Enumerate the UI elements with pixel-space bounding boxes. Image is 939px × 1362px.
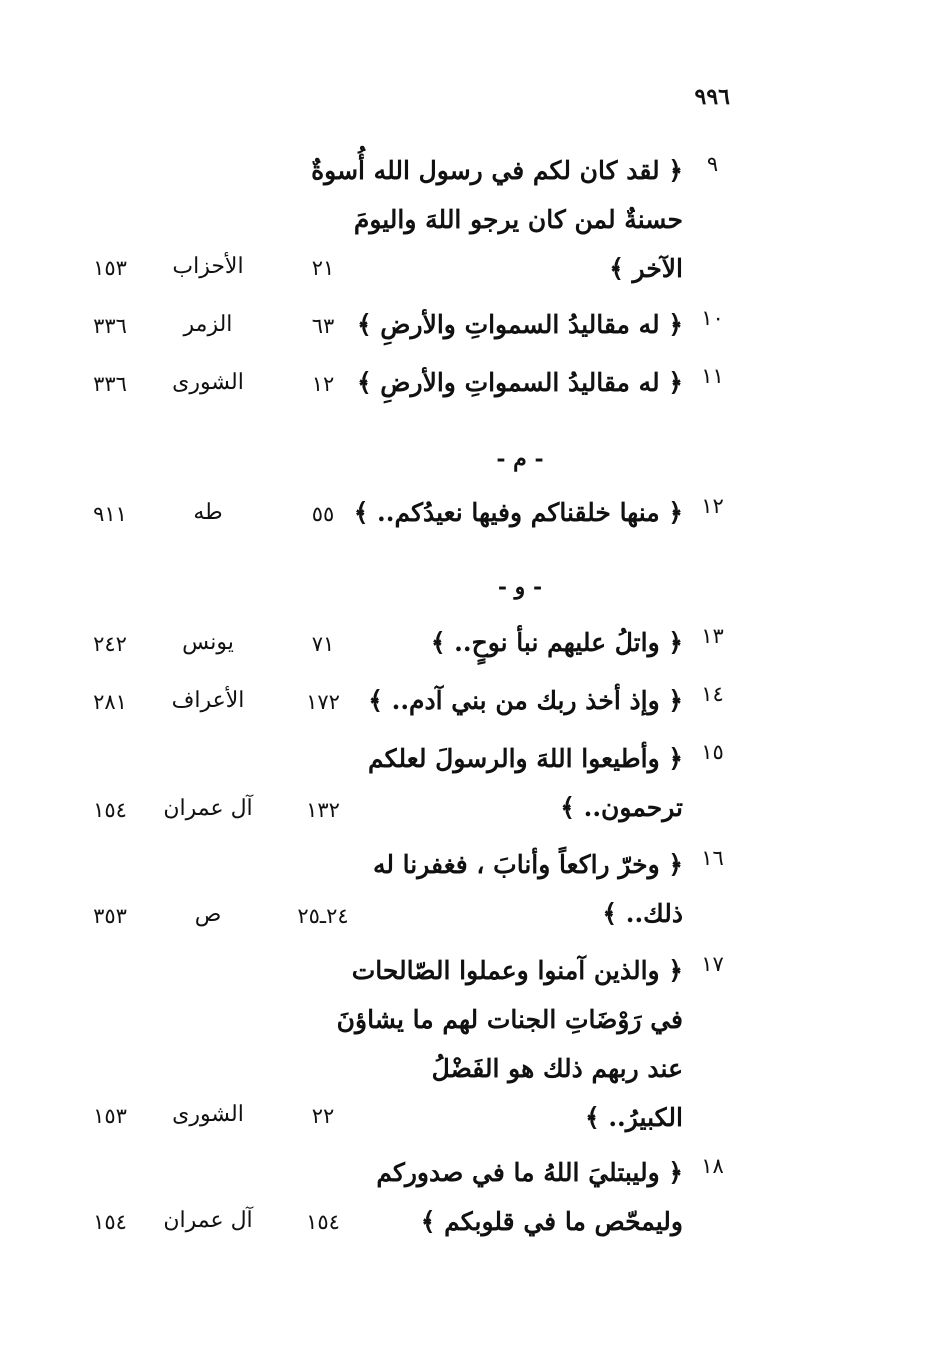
page-reference: ٢٨١ xyxy=(93,690,127,714)
section-heading: - م - xyxy=(496,446,544,472)
surah-name: الأعراف xyxy=(171,688,245,713)
verse-text xyxy=(343,676,683,725)
ayah-number: ٢٤ـ٢٥ xyxy=(297,904,349,928)
verse-text xyxy=(343,358,683,407)
entry-number: ١٠ xyxy=(701,306,724,330)
section-heading: - و - xyxy=(497,574,543,600)
page-reference: ١٥٤ xyxy=(93,1210,127,1234)
ayah-number: ٢١ xyxy=(311,256,335,280)
verse-line: في رَوْضَاتِ الجنات لهم ما يشاؤنَ xyxy=(336,1005,683,1034)
verse-line: ﴿ له مقاليدُ السمواتِ والأرضِ ﴾ xyxy=(356,310,683,339)
verse-line: الكبيرُ.. ﴾ xyxy=(584,1103,683,1132)
entry-number: ١٢ xyxy=(701,494,724,518)
ayah-number: ١٣٢ xyxy=(306,798,340,822)
surah-name: آل عمران xyxy=(163,796,253,821)
ayah-number: ٥٥ xyxy=(311,502,335,526)
surah-name: آل عمران xyxy=(163,1208,253,1233)
verse-line: ﴿ وليبتليَ اللهُ ما في صدوركم xyxy=(376,1158,683,1187)
verse-line: ﴿ لقد كان لكم في رسول الله أُسوةٌ xyxy=(311,156,683,185)
surah-name: الشورى xyxy=(172,1102,244,1127)
surah-name: طه xyxy=(193,500,223,525)
verse-line: حسنةٌ لمن كان يرجو اللهَ واليومَ xyxy=(353,205,683,234)
entry-number: ١٧ xyxy=(701,952,724,976)
ayah-number: ٧١ xyxy=(311,632,335,656)
verse-line: ﴿ وخرّ راكعاً وأنابَ ، فغفرنا له xyxy=(372,850,683,879)
surah-name: يونس xyxy=(182,630,234,655)
verse-line: ﴿ له مقاليدُ السمواتِ والأرضِ ﴾ xyxy=(356,368,683,397)
ayah-number: ٦٣ xyxy=(311,314,335,338)
entry-number: ١٣ xyxy=(701,624,724,648)
verse-line: عند ربهم ذلك هو الفَضْلُ xyxy=(431,1054,683,1083)
surah-name: الزمر xyxy=(183,312,233,337)
surah-name: ص xyxy=(194,902,222,927)
verse-text xyxy=(343,618,683,667)
verse-line: الآخر ﴾ xyxy=(609,254,683,283)
page-number: ٩٩٦ xyxy=(694,84,730,110)
page-reference: ٩١١ xyxy=(93,502,127,526)
verse-text xyxy=(343,300,683,349)
surah-name: الشورى xyxy=(172,370,244,395)
surah-name: الأحزاب xyxy=(172,254,244,279)
verse-text xyxy=(343,1148,683,1246)
ayah-number: ١٥٤ xyxy=(306,1210,340,1234)
ayah-number: ٢٢ xyxy=(311,1104,335,1128)
page-reference: ٣٥٣ xyxy=(93,904,127,928)
page-reference: ٣٣٦ xyxy=(93,372,127,396)
verse-line: ذلك.. ﴾ xyxy=(602,899,683,928)
entry-number: ٩ xyxy=(706,152,719,176)
entry-number: ١١ xyxy=(701,364,724,388)
page-reference: ٣٣٦ xyxy=(93,314,127,338)
verse-text xyxy=(343,488,683,537)
verse-line: ﴿ وأطيعوا اللهَ والرسولَ لعلكم xyxy=(368,744,683,773)
entry-number: ١٦ xyxy=(701,846,724,870)
ayah-number: ١٧٢ xyxy=(306,690,340,714)
ayah-number: ١٢ xyxy=(311,372,335,396)
verse-line: وليمحّص ما في قلوبكم ﴾ xyxy=(420,1207,683,1236)
page-reference: ١٥٣ xyxy=(93,1104,127,1128)
verse-text xyxy=(336,946,683,1142)
verse-line: ﴿ منها خلقناكم وفيها نعيدُكم.. ﴾ xyxy=(353,498,683,527)
entry-number: ١٤ xyxy=(701,682,724,706)
verse-text xyxy=(343,734,683,832)
verse-text xyxy=(343,840,683,938)
page-reference: ٢٤٢ xyxy=(93,632,127,656)
page-reference: ١٥٣ xyxy=(93,256,127,280)
verse-line: ترحمون.. ﴾ xyxy=(560,793,683,822)
verse-line: ﴿ والذين آمنوا وعملوا الصّالحات xyxy=(351,956,683,985)
entry-number: ١٥ xyxy=(701,740,724,764)
verse-line: ﴿ وإذ أخذ ربك من بني آدم.. ﴾ xyxy=(368,686,683,715)
page-reference: ١٥٤ xyxy=(93,798,127,822)
verse-line: ﴿ واتلُ عليهم نبأ نوحٍ.. ﴾ xyxy=(430,628,683,657)
entry-number: ١٨ xyxy=(701,1154,724,1178)
